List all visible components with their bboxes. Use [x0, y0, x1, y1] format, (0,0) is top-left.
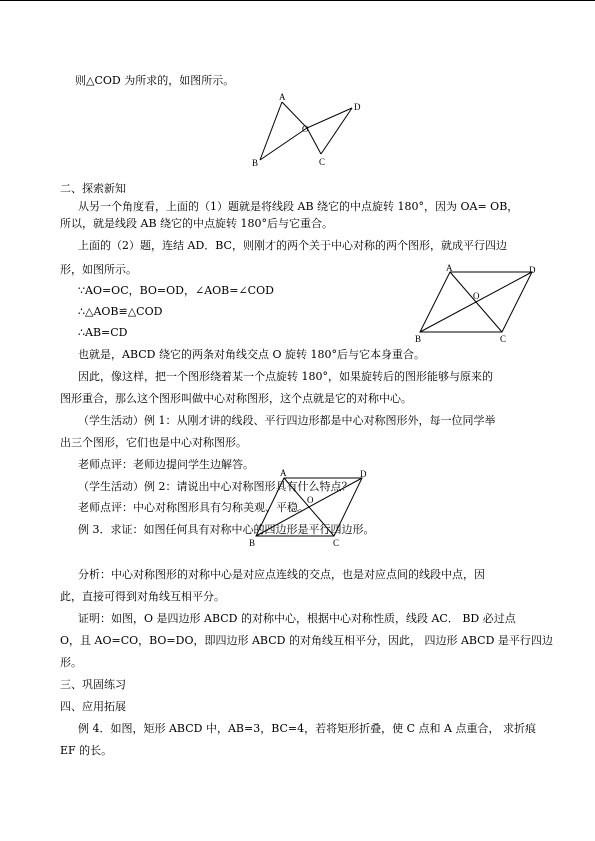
- fig2-label-a: A: [446, 263, 453, 273]
- fig3-label-b: B: [249, 538, 256, 548]
- proof-step: ∵AO=OC，BO=OD，∠AOB=∠COD: [78, 284, 274, 297]
- fig3-label-o: O: [307, 495, 314, 505]
- paragraph-line: 证明：如图，O 是四边形 ABCD 的对称中心，根据中心对称性质，线段 AC． BD 必过点: [78, 612, 516, 625]
- fig3-label-c: C: [333, 538, 340, 548]
- fig2-label-b: B: [415, 334, 422, 344]
- proof-step: ∴△AOB≌△COD: [78, 305, 163, 318]
- figure-triangles: [248, 92, 366, 170]
- fig1-label-a: A: [279, 92, 286, 102]
- fig2-label-d: D: [529, 265, 536, 275]
- paragraph-line: 所以，就是线段 AB 绕它的中点旋转 180°后与它重合。: [60, 217, 334, 230]
- paragraph-line: 从另一个角度看，上面的（1）题就是将线段 AB 绕它的中点旋转 180°，因为 OA= OB，: [78, 200, 519, 213]
- paragraph-line: 也就是，ABCD 绕它的两条对角线交点 O 旋转 180°后与它本身重合。: [78, 348, 425, 361]
- paragraph-line: 老师点评：老师边提问学生边解答。: [78, 458, 254, 471]
- paragraph-line: 例 3．求证：如图任何具有对称中心的四边形是平行四边形。: [78, 523, 375, 536]
- page-top-rule: [0, 0, 595, 1]
- paragraph-line: 图形重合，那么这个图形叫做中心对称图形，这个点就是它的对称中心。: [60, 392, 412, 405]
- paragraph-line: 形，如图所示。: [60, 263, 137, 276]
- paragraph-line: （学生活动）例 1：从刚才讲的线段、平行四边形都是中心对称图形外，每一位同学举: [78, 414, 496, 427]
- segment-oc: [307, 128, 321, 154]
- paragraph-line: 分析：中心对称图形的对称中心是对应点连线的交点，也是对应点间的线段中点，因: [78, 568, 485, 581]
- fig2-label-c: C: [500, 334, 507, 344]
- fig3-label-a: A: [280, 468, 287, 478]
- fig1-label-o: O: [302, 124, 309, 134]
- line-conclusion: 则△COD 为所求的，如图所示。: [75, 74, 235, 87]
- proof-step: ∴AB=CD: [78, 326, 128, 339]
- fig1-label-d: D: [354, 102, 361, 112]
- paragraph-line: O，且 AO=CO，BO=DO，即四边形 ABCD 的对角线互相平分，因此， 四边形 ABCD 是平行四边: [60, 634, 553, 647]
- paragraph-line: 老师点评：中心对称图形具有匀称美观、平稳。: [78, 501, 309, 514]
- paragraph-line: EF 的长。: [60, 744, 113, 757]
- fig1-label-b: B: [252, 158, 259, 168]
- paragraph-line: 形。: [60, 656, 82, 669]
- section-heading-extend: 四、应用拓展: [60, 700, 126, 713]
- figure-parallelogram-1: [410, 262, 542, 344]
- paragraph-line: 此，直接可得到对角线互相平分。: [60, 590, 225, 603]
- section-heading-practice: 三、巩固练习: [60, 678, 126, 691]
- fig1-label-c: C: [319, 157, 326, 167]
- paragraph-line: 出三个图形，它们也是中心对称图形。: [60, 436, 247, 449]
- segment-ab: [260, 102, 282, 160]
- paragraph-line: 上面的（2）题，连结 AD．BC，则刚才的两个关于中心对称的两个图形，就成平行四边: [78, 239, 507, 252]
- paragraph-line: （学生活动）例 2：请说出中心对称图形具有什么特点？: [78, 480, 353, 493]
- paragraph-line: 因此，像这样，把一个图形绕着某一个点旋转 180°，如果旋转后的图形能够与原来的: [78, 370, 493, 383]
- diagonal-bd: [420, 272, 532, 332]
- fig3-label-d: D: [360, 469, 367, 479]
- fig2-label-o: O: [473, 291, 480, 301]
- segment-bo: [260, 128, 307, 160]
- paragraph-line: 例 4．如图，矩形 ABCD 中，AB=3，BC=4，若将矩形折叠，使 C 点和 A 点重合， 求折痕: [78, 722, 536, 735]
- section-heading-explore: 二、探索新知: [60, 182, 126, 195]
